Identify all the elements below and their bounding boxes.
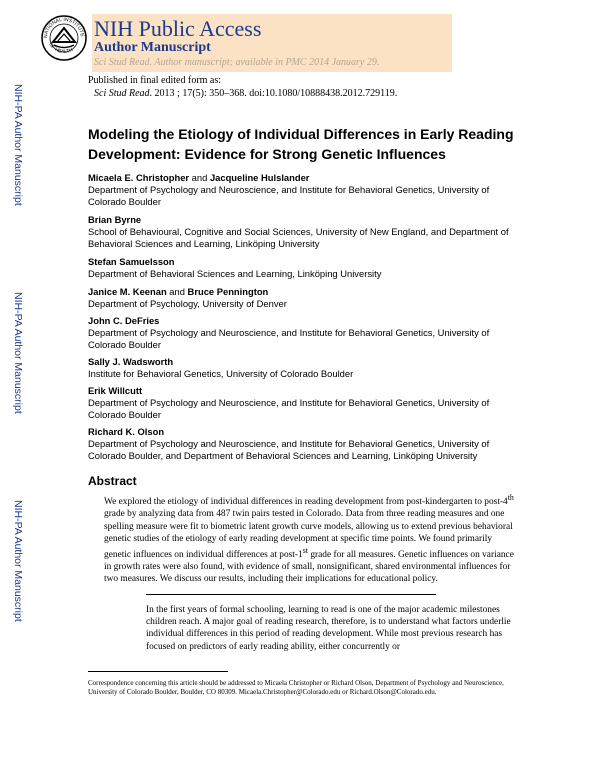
author-affiliation: Department of Psychology, University of Denver (88, 298, 287, 309)
nih-subtitle: Author Manuscript (94, 40, 211, 55)
author-affiliation: School of Behavioural, Cognitive and Social Sciences, University of New England, and Department of Behavioral Sciences and Learning, Linköping University (88, 226, 509, 249)
published-label: Published in final edited form as: (88, 75, 222, 86)
side-label-2: NIH-PA Author Manuscript (12, 292, 24, 414)
intro-paragraph: In the first years of formal schooling, learning to read is one of the major academic milestones children reach. A major goal of reading research, therefore, is to understand what factors underlie individual differences in this period of reading development. While most previous research has focused on predictors of early reading ability, either concurrently or (146, 605, 511, 652)
author-name: Richard K. Olson (88, 426, 165, 437)
author-name: Janice M. Keenan (88, 286, 167, 297)
author-name: Erik Willcutt (88, 385, 143, 396)
author-affiliation: Department of Psychology and Neuroscience, and Institute for Behavioral Genetics, University of Colorado Boulder, and Department of Behavioral Sciences and Learning, Linköping University (88, 438, 490, 461)
citation-journal: Sci Stud Read (94, 88, 150, 99)
nih-title: NIH Public Access (94, 16, 262, 41)
abstract-divider (146, 594, 436, 595)
availability-journal: Sci Stud Read (94, 57, 150, 68)
author-affiliation: Institute for Behavioral Genetics, University of Colorado Boulder (88, 368, 354, 379)
abstract-text: We explored the etiology of individual differences in reading development from post-kindergarten to post-4th grade by analyzing data from 487 twin pairs tested in Colorado. Data from three reading measures and one spelling measure were fit to biometric latent growth curve models, allowing us to extend previous behavioral genetic studies of the etiology of early reading development at specific time points. We found primarily genetic influences on individual differences at post-1st grade for all measures. Genetic influences on variance in growth rates were also found, with evidence of small, nonsignificant, shared environmental influences for two measures. We discuss our results, including their implications for educational policy. (104, 493, 514, 585)
author-affiliation: Department of Psychology and Neuroscience, and Institute for Behavioral Genetics, University of Colorado Boulder (88, 184, 490, 207)
author-name: Jacqueline Hulslander (209, 172, 310, 183)
author-block (88, 315, 518, 351)
author-affiliation: Department of Behavioral Sciences and Learning, Linköping University (88, 268, 382, 279)
author-affiliation: Department of Psychology and Neuroscience, and Institute for Behavioral Genetics, University of Colorado Boulder (88, 397, 490, 420)
author-block: Janice M. Keenan and Bruce Pennington Department of Psychology, University of Denver (88, 286, 518, 310)
seal-text-top: NATIONAL INSTITUTE (42, 16, 85, 39)
author-block: Micaela E. Christopher and Jacqueline Hulslander Department of Psychology and Neuroscience, and Institute for Behavioral Genetics, University of Colorado Boulder (88, 172, 518, 208)
correspondence-footnote: Correspondence concerning this article should be addressed to Micaela Christopher or Richard Olson, Department of Psychology and Neuroscience, University of Colorado Boulder, Boulder, CO 80309. Micaela.Christopher@Colorado.edu or Richard.Olson@Colorado.edu. (88, 679, 504, 697)
author-block (88, 426, 518, 462)
citation-details: . 2013 ; 17(5): 350–368. doi:10.1080/10888438.2012.729119. (149, 88, 398, 99)
nih-seal-logo (40, 14, 88, 62)
citation-line (94, 88, 397, 99)
availability-rest: . Author manuscript; available in PMC 2014 January 29. (149, 57, 380, 68)
author-block (88, 385, 518, 421)
article-title: Modeling the Etiology of Individual Differences in Early Reading Development: Evidence for Strong Genetic Influences (88, 126, 514, 162)
side-label-3: NIH-PA Author Manuscript (12, 500, 24, 622)
availability-line (94, 57, 379, 68)
seal-text-bottom: OF HEALTH (47, 41, 74, 56)
author-name: Micaela E. Christopher (88, 172, 190, 183)
author-name: Bruce Pennington (187, 286, 269, 297)
footnote-divider (88, 671, 228, 672)
author-block (88, 256, 518, 280)
author-block (88, 214, 518, 250)
side-label-1: NIH-PA Author Manuscript (12, 84, 24, 206)
author-name: Stefan Samuelsson (88, 256, 175, 267)
author-name: Brian Byrne (88, 214, 142, 225)
author-name: John C. DeFries (88, 315, 160, 326)
author-affiliation: Department of Psychology and Neuroscience, and Institute for Behavioral Genetics, University of Colorado Boulder (88, 327, 490, 350)
author-name: Sally J. Wadsworth (88, 356, 174, 367)
abstract-heading: Abstract (88, 474, 137, 488)
author-block (88, 356, 518, 380)
nih-header (40, 14, 512, 72)
